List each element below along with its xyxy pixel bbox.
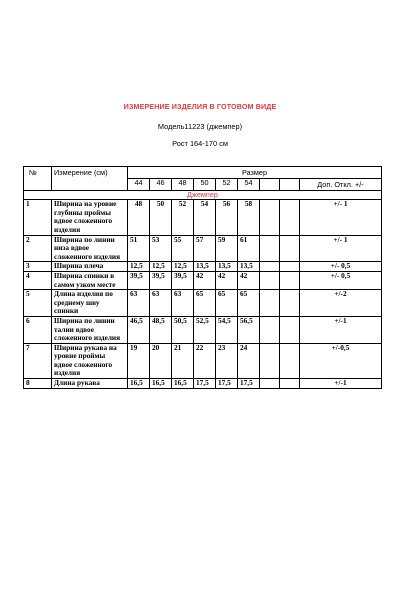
row-number: 3 [24, 262, 52, 272]
measurement-value: 20 [150, 343, 172, 378]
measurement-value [280, 262, 300, 272]
measurement-name: Ширина по линии низа вдвое сложенного изделия [52, 235, 128, 262]
measurement-value [260, 343, 280, 378]
row-number: 8 [24, 379, 52, 389]
header-size: Размер [128, 167, 382, 179]
measurement-value [280, 235, 300, 262]
measurement-name: Ширина на уровне глубины проймы вдвое сложенного изделия [52, 200, 128, 235]
measurement-name: Ширина по линии талии вдвое сложенного изделия [52, 316, 128, 343]
table-row [24, 262, 382, 272]
table-row [24, 200, 382, 235]
measurement-name: Ширина рукава на уровне проймы вдвое сложенного изделия [52, 343, 128, 378]
row-number: 5 [24, 290, 52, 317]
measurement-value: 61 [238, 235, 260, 262]
size-header-cell: 54 [238, 179, 260, 191]
measurement-value: 42 [238, 271, 260, 289]
measurement-value: 65 [216, 290, 238, 317]
size-header-cell: 50 [194, 179, 216, 191]
table-row [24, 290, 382, 317]
measurement-value: 52,5 [194, 316, 216, 343]
measurement-value: 23 [216, 343, 238, 378]
measurement-value [280, 316, 300, 343]
row-number: 6 [24, 316, 52, 343]
measurement-value [260, 271, 280, 289]
measurement-value [280, 379, 300, 389]
measurement-value: 39,5 [172, 271, 194, 289]
size-header-cell: 44 [128, 179, 150, 191]
measurement-value: 51 [128, 235, 150, 262]
tolerance-value: +/-1 [300, 379, 382, 389]
measurement-value: 63 [150, 290, 172, 317]
measurement-value [260, 290, 280, 317]
measurement-value: 39,5 [150, 271, 172, 289]
measurement-value: 52 [172, 200, 194, 235]
measurement-value: 16,5 [172, 379, 194, 389]
measurement-value [260, 379, 280, 389]
measurement-value: 54,5 [216, 316, 238, 343]
measurement-value: 12,5 [128, 262, 150, 272]
measurement-name: Длина изделия по среднему шву спинки [52, 290, 128, 317]
measurement-value: 16,5 [150, 379, 172, 389]
header-row [24, 167, 382, 179]
table-row [24, 343, 382, 378]
measurement-value: 57 [194, 235, 216, 262]
measurement-value: 65 [238, 290, 260, 317]
measurement-value: 12,5 [172, 262, 194, 272]
measurement-value [260, 262, 280, 272]
measurement-value: 17,5 [216, 379, 238, 389]
measurement-value: 48 [128, 200, 150, 235]
measurement-value [260, 316, 280, 343]
measurement-value: 53 [150, 235, 172, 262]
measurement-value: 42 [194, 271, 216, 289]
section-label: Джемпер [24, 190, 382, 200]
measurement-value [260, 235, 280, 262]
table-row [24, 235, 382, 262]
measurement-value: 63 [172, 290, 194, 317]
measurement-value: 56 [216, 200, 238, 235]
measurement-value: 16,5 [128, 379, 150, 389]
measurement-value: 39,5 [128, 271, 150, 289]
measurement-value: 12,5 [150, 262, 172, 272]
measurement-value: 48,5 [150, 316, 172, 343]
size-header-cell [260, 179, 280, 191]
measurement-value: 19 [128, 343, 150, 378]
header-measurement: Измерение (см) [52, 167, 128, 191]
measurement-value: 42 [216, 271, 238, 289]
measurement-value: 46,5 [128, 316, 150, 343]
measurement-value [260, 200, 280, 235]
measurement-value: 63 [128, 290, 150, 317]
row-number: 7 [24, 343, 52, 378]
size-header-cell: 48 [172, 179, 194, 191]
measurement-value: 65 [194, 290, 216, 317]
tolerance-value: +/- 1 [300, 200, 382, 235]
measurement-value: 17,5 [194, 379, 216, 389]
table-row [24, 379, 382, 389]
tolerance-value: +/- 0,5 [300, 262, 382, 272]
model-label: Модель11223 (джемпер) [157, 122, 243, 131]
tolerance-value: +/- 0,5 [300, 271, 382, 289]
measurement-value: 24 [238, 343, 260, 378]
tolerance-value: +/- 1 [300, 235, 382, 262]
measurement-value: 58 [238, 200, 260, 235]
size-header-cell: 46 [150, 179, 172, 191]
measurement-value: 59 [216, 235, 238, 262]
measurement-value: 55 [172, 235, 194, 262]
tolerance-value: +/-1 [300, 316, 382, 343]
measurement-value: 13,5 [216, 262, 238, 272]
measurement-value [280, 271, 300, 289]
measurement-table [23, 166, 382, 389]
tolerance-value: +/-0,5 [300, 343, 382, 378]
tolerance-value: +/-2 [300, 290, 382, 317]
measurement-value: 13,5 [238, 262, 260, 272]
measurement-name: Ширина спинки в самом узком месте [52, 271, 128, 289]
measurement-value: 50,5 [172, 316, 194, 343]
tolerance-header: Доп. Откл. +/- [300, 179, 382, 191]
measurement-value: 17,5 [238, 379, 260, 389]
table-row [24, 271, 382, 289]
header-number: № [24, 167, 52, 191]
measurement-value [280, 343, 300, 378]
measurement-value [280, 200, 300, 235]
measurement-value: 54 [194, 200, 216, 235]
measurement-value: 50 [150, 200, 172, 235]
table-row [24, 316, 382, 343]
measurement-value: 56,5 [238, 316, 260, 343]
measurement-value: 21 [172, 343, 194, 378]
measurement-value: 22 [194, 343, 216, 378]
row-number: 1 [24, 200, 52, 235]
measurement-value [280, 290, 300, 317]
height-label: Рост 164-170 см [172, 139, 228, 148]
measurement-value: 13,5 [194, 262, 216, 272]
row-number: 4 [24, 271, 52, 289]
measurement-name: Ширина плеча [52, 262, 128, 272]
measurement-name: Длина рукава [52, 379, 128, 389]
size-header-cell: 52 [216, 179, 238, 191]
row-number: 2 [24, 235, 52, 262]
size-header-cell [280, 179, 300, 191]
document-title: ИЗМЕРЕНИЕ ИЗДЕЛИЯ В ГОТОВОМ ВИДЕ [123, 102, 277, 111]
